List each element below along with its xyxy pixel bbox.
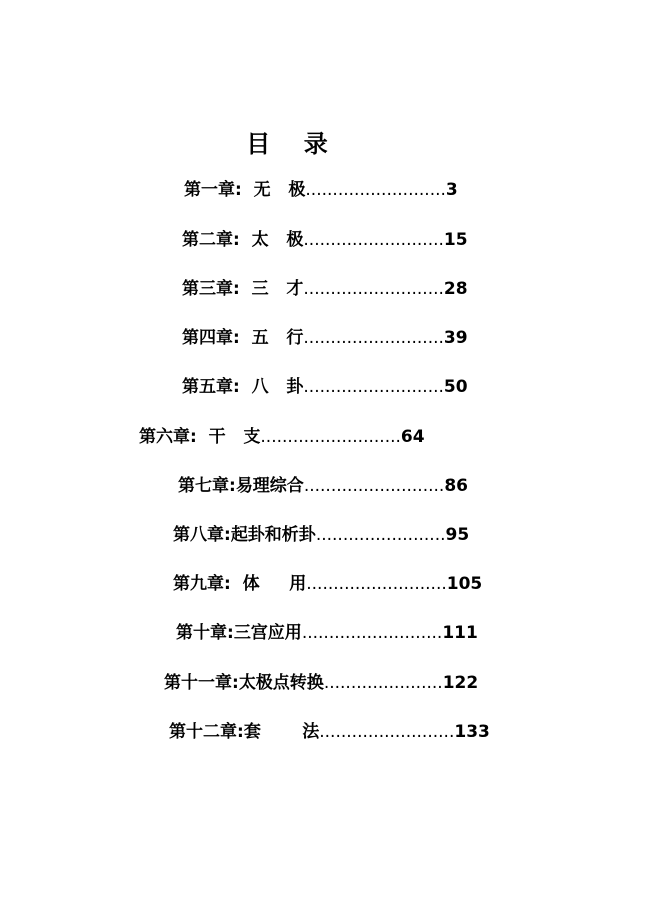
toc-chapter-name: 三 才	[239, 279, 304, 299]
toc-leader-dots: ..........................	[303, 476, 445, 496]
toc-chapter-label: 第十一章:	[164, 673, 239, 693]
toc-leader-dots: ..........................	[303, 377, 444, 397]
toc-leader-dots: ..........................	[260, 427, 401, 447]
toc-leader-dots: ......................	[323, 673, 443, 693]
toc-chapter-name: 套 法	[243, 722, 320, 742]
page-title: 目 录	[246, 130, 328, 158]
toc-chapter-label: 第七章:	[178, 476, 236, 496]
toc-chapter-name: 易理综合	[235, 476, 304, 496]
toc-chapter-label: 第十二章:	[169, 722, 244, 742]
toc-leader-dots: ..........................	[306, 574, 447, 594]
toc-chapter-label: 第一章:	[184, 180, 242, 200]
toc-leader-dots: ..........................	[303, 328, 444, 348]
toc-chapter-name: 三宫应用	[233, 623, 302, 643]
toc-page-number: 95	[445, 525, 470, 545]
toc-page-number: 122	[442, 673, 479, 693]
toc-chapter-label: 第八章:	[173, 525, 231, 545]
toc-chapter-name: 太极点转换	[238, 673, 324, 693]
toc-leader-dots: ..........................	[301, 623, 443, 643]
toc-chapter-label: 第十章:	[176, 623, 234, 643]
toc-entry	[178, 475, 468, 497]
toc-chapter-label: 第五章:	[182, 377, 240, 397]
toc-leader-dots: ..........................	[303, 230, 444, 250]
toc-entry	[173, 524, 469, 546]
toc-chapter-label: 第二章:	[182, 230, 240, 250]
toc-chapter-name: 起卦和析卦	[230, 525, 316, 545]
toc-leader-dots: ..........................	[305, 180, 446, 200]
toc-chapter-label: 第四章:	[182, 328, 240, 348]
toc-entry	[182, 376, 468, 398]
toc-entry	[182, 229, 468, 251]
toc-chapter-name: 太 极	[239, 230, 304, 250]
toc-page-number: 28	[443, 279, 468, 299]
toc-leader-dots: .........................	[319, 722, 455, 742]
toc-entry	[169, 721, 490, 743]
toc-entry	[164, 672, 478, 694]
toc-chapter-name: 五 行	[239, 328, 304, 348]
toc-entry	[176, 622, 478, 644]
toc-chapter-label: 第六章:	[139, 427, 197, 447]
toc-page-number: 15	[443, 230, 468, 250]
toc-chapter-name: 八 卦	[239, 377, 304, 397]
toc-page-number: 86	[444, 476, 468, 496]
toc-entry	[182, 278, 468, 300]
toc-chapter-name: 体 用	[230, 574, 307, 594]
toc-page-number: 133	[454, 722, 490, 742]
toc-entry	[182, 327, 468, 349]
toc-page-number: 39	[443, 328, 468, 348]
toc-leader-dots: ..........................	[303, 279, 444, 299]
toc-leader-dots: ........................	[315, 525, 446, 545]
toc-chapter-name: 无 极	[241, 180, 306, 200]
toc-page-number: 64	[400, 427, 425, 447]
toc-chapter-label: 第九章:	[173, 574, 231, 594]
toc-page-number: 3	[445, 180, 458, 200]
toc-chapter-name: 干 支	[196, 427, 261, 447]
toc-page-number: 105	[446, 574, 483, 594]
toc-entry	[139, 426, 425, 448]
toc-entry	[173, 573, 482, 595]
toc-page-number: 111	[442, 623, 478, 643]
toc-entry	[184, 179, 458, 201]
toc-chapter-label: 第三章:	[182, 279, 240, 299]
toc-page-number: 50	[443, 377, 468, 397]
